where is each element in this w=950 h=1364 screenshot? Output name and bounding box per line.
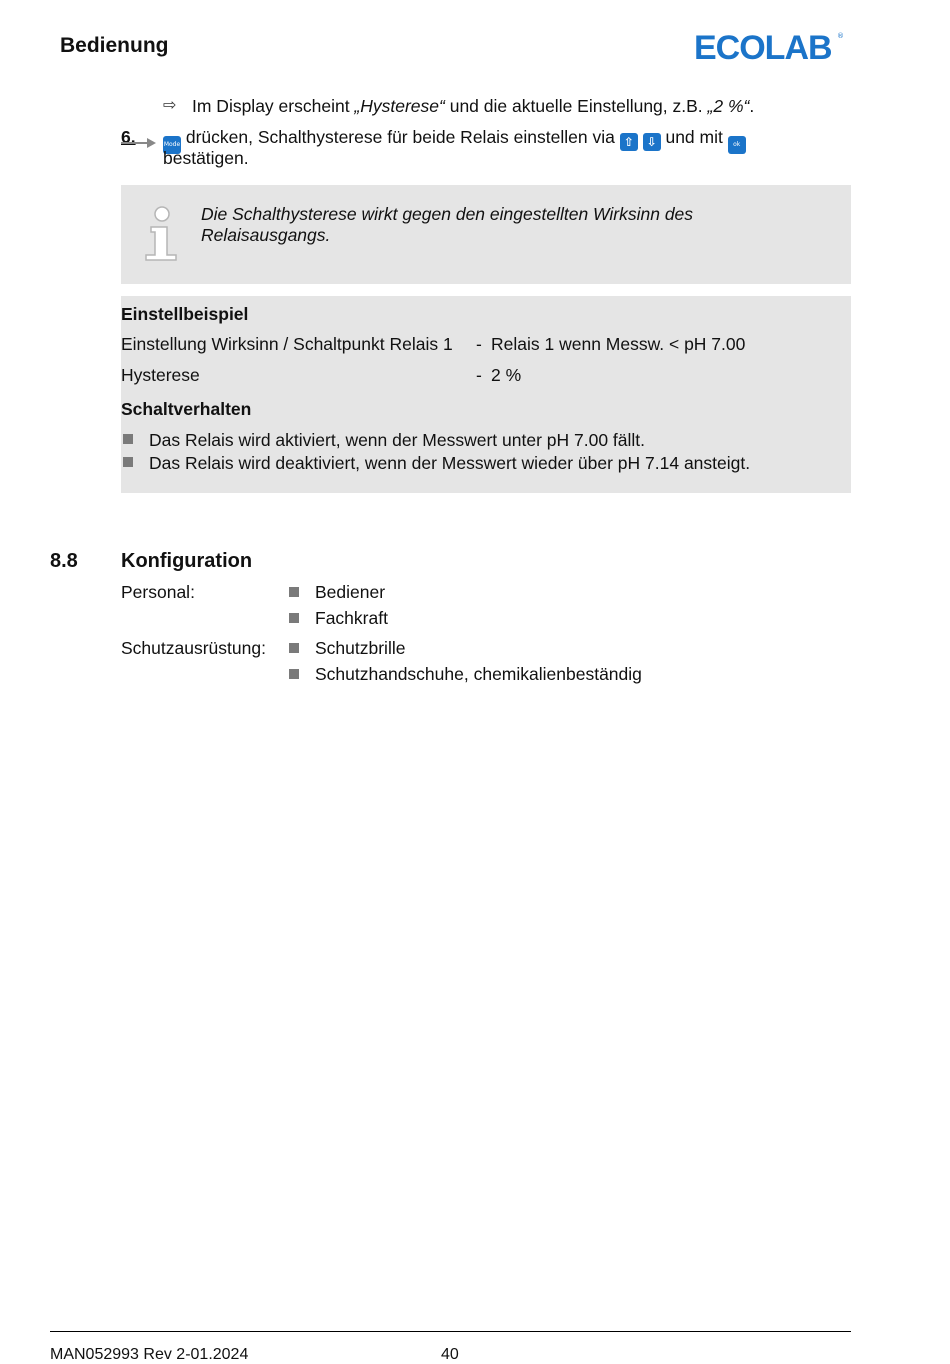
step-instruction: Mode drücken, Schalthysterese für beide Relais einstellen via ⇧ ⇩ und mit ok	[163, 127, 746, 154]
example-row-dash: -	[476, 334, 482, 354]
example-title: Einstellbeispiel	[121, 304, 249, 324]
step-instruction-cont: bestätigen.	[163, 148, 249, 168]
svg-text:®: ®	[837, 32, 844, 40]
bullet-square-icon	[123, 457, 133, 467]
up-arrow-key-icon: ⇧	[620, 133, 638, 151]
section-number: 8.8	[50, 550, 78, 572]
page-number: 40	[441, 1346, 459, 1363]
bullet-square-icon	[289, 643, 299, 653]
page-header-title: Bedienung	[60, 34, 169, 57]
bullet-square-icon	[289, 613, 299, 623]
protection-label: Schutzausrüstung:	[121, 638, 266, 658]
behavior-bullet: Das Relais wird aktiviert, wenn der Messwert unter pH 7.00 fällt.	[149, 430, 646, 450]
bullet-square-icon	[289, 669, 299, 679]
footer-doc-id: MAN052993 Rev 2-01.2024	[50, 1346, 249, 1363]
protection-item: Schutzbrille	[315, 638, 406, 658]
example-row-value: 2 %	[491, 365, 522, 385]
step-number: 6.	[121, 127, 136, 147]
example-row-label: Einstellung Wirksinn / Schaltpunkt Relais 1	[121, 334, 453, 354]
hysterese-term: Hysterese	[360, 96, 440, 116]
example-row-dash: -	[476, 365, 482, 385]
info-icon	[143, 203, 179, 263]
ok-key-icon: ok	[728, 136, 746, 154]
personal-item: Bediener	[315, 582, 386, 602]
outline-right-arrow-icon: ⇨	[163, 97, 177, 114]
mode-key-icon: Mode	[163, 136, 181, 154]
bullet-square-icon	[123, 434, 133, 444]
section-title: Konfiguration	[121, 550, 253, 572]
example-row-label: Hysterese	[121, 365, 200, 385]
logo-text: ECOLAB	[694, 29, 832, 64]
note-text: Die Schalthysterese wirkt gegen den eingestellten Wirksinn des Relaisausgangs.	[201, 204, 694, 245]
behavior-bullet: Das Relais wird deaktiviert, wenn der Messwert wieder über pH 7.14 ansteigt.	[149, 453, 751, 473]
step-arrow-icon	[121, 136, 157, 150]
example-row-value: Relais 1 wenn Messw. < pH 7.00	[491, 334, 746, 354]
ecolab-logo	[694, 28, 844, 64]
display-line: Im Display erscheint „Hysterese“ und die aktuelle Einstellung, z.B. „2 %“.	[192, 96, 755, 116]
personal-item: Fachkraft	[315, 608, 388, 628]
personal-label: Personal:	[121, 582, 195, 602]
footer-divider	[50, 1331, 851, 1332]
protection-item: Schutzhandschuhe, chemikalienbeständig	[315, 664, 642, 684]
behavior-title: Schaltverhalten	[121, 399, 252, 419]
bullet-square-icon	[289, 587, 299, 597]
example-value: 2 %	[713, 96, 744, 116]
down-arrow-key-icon: ⇩	[643, 133, 661, 151]
